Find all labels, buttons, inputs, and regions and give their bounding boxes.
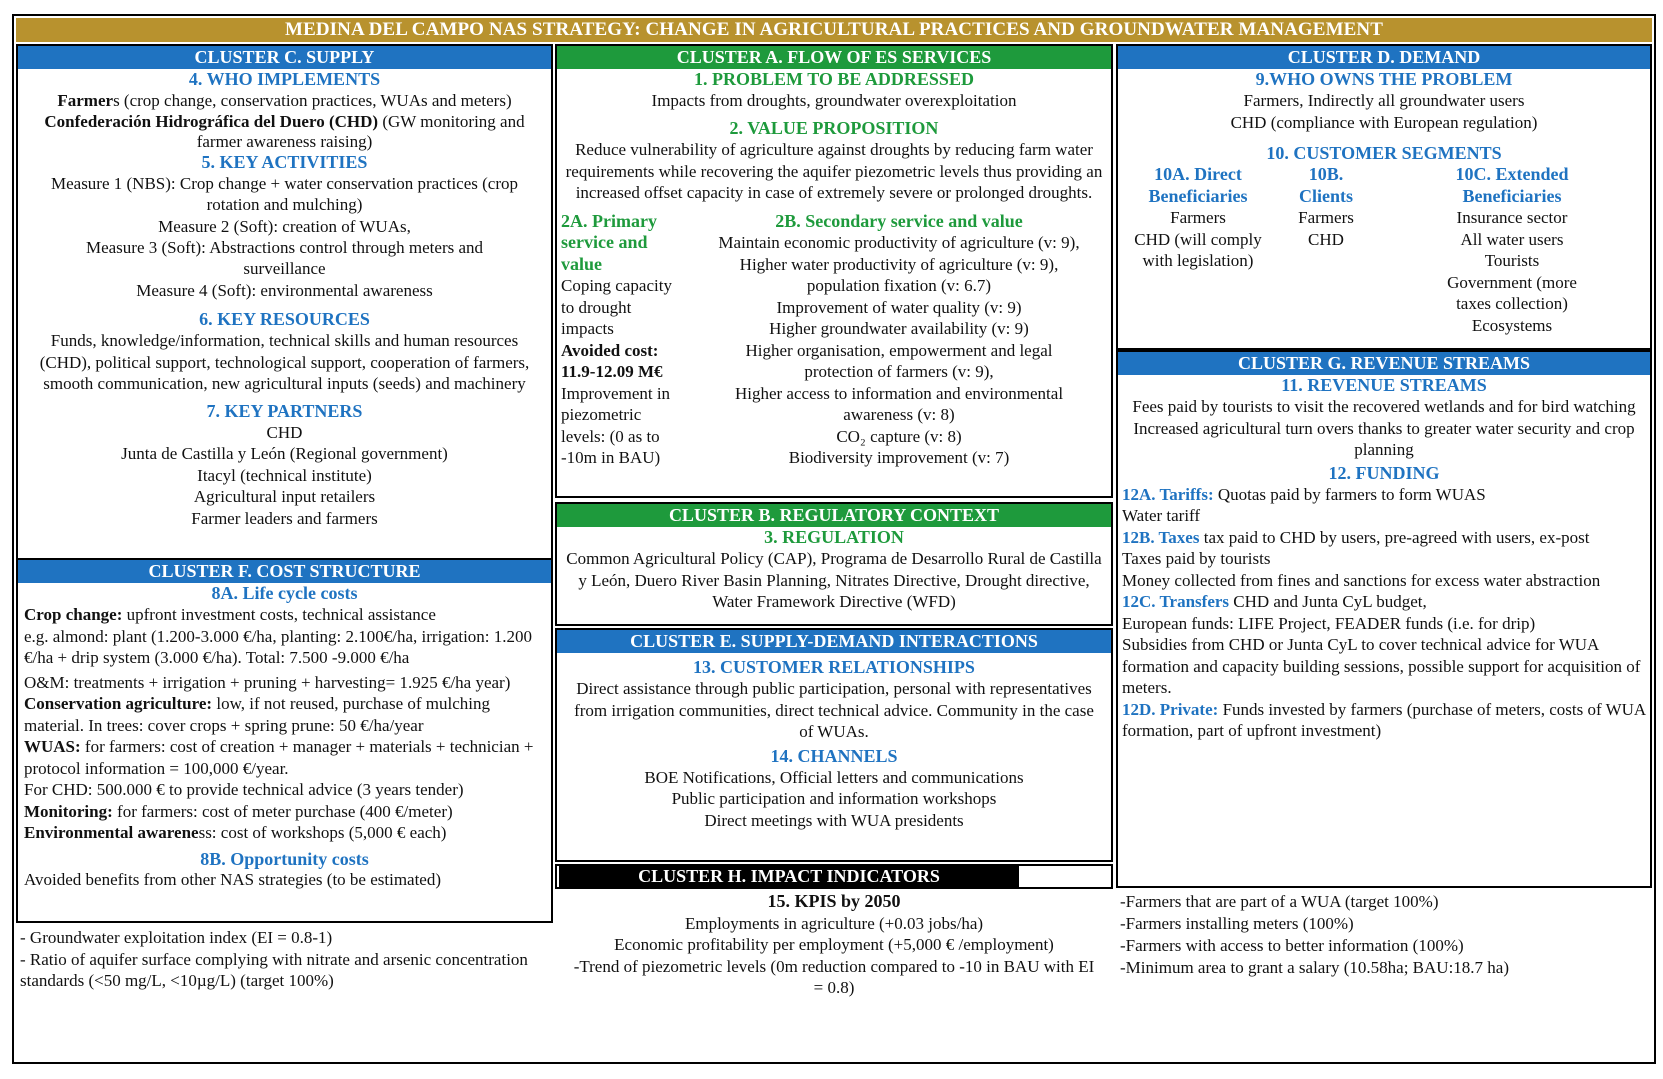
s1-title: 1. PROBLEM TO BE ADDRESSED (694, 69, 974, 89)
almond-line: e.g. almond: plant (1.200-3.000 €/ha, planting: 2.100€/ha, irrigation: 1.200 €/ha + drip system (3.000 €/ha). Total: 7.500 -9.000 €/ha (24, 626, 533, 667)
s12-body (1118, 484, 1650, 742)
cluster-a-header: CLUSTER A. FLOW OF ES SERVICES (557, 46, 1111, 69)
s10c-line: Government (more taxes collection) (1447, 272, 1577, 313)
s12a-line: 12A. Tariffs: Quotas paid by farmers to form WUAS (1122, 484, 1486, 504)
s15-line: Economic profitability per employment (+5,000 € /employment) (614, 935, 1054, 954)
cluster-e-header: CLUSTER E. SUPPLY-DEMAND INTERACTIONS (557, 630, 1111, 653)
s2a-title: 2A. Primary service and value (561, 210, 657, 274)
impact-left-line: - Groundwater exploitation index (EI = 0.8-1) (20, 928, 333, 947)
s10b-column (1278, 164, 1374, 336)
s13-text: Direct assistance through public participation, personal with representatives from irrigation communities, direct technical advice. Community in the case of WUAs. (574, 679, 1094, 741)
cluster-e-box (555, 628, 1113, 862)
avoided-value: 11.9-12.09 M€ (561, 362, 663, 381)
cluster-b-header: CLUSTER B. REGULATORY CONTEXT (557, 504, 1111, 527)
s10b-title: 10B. Clients (1299, 164, 1353, 206)
s11-list (1118, 396, 1650, 461)
cluster-a-box (555, 44, 1113, 498)
s10c-column (1374, 164, 1650, 336)
s10c-line: Insurance sector (1456, 208, 1568, 227)
om-line: O&M: treatments + irrigation + pruning + harvesting= 1.925 €/ha year) (24, 672, 511, 692)
s2b-line: Improvement of water quality (v: 9) (776, 297, 1022, 317)
wuas-line: WUAS: for farmers: cost of creation + manager + materials + technician + protocol information = 100,000 €/year. (24, 737, 534, 778)
s2b-line: Higher organisation, empowerment and legal protection of farmers (v: 9), (745, 340, 1053, 381)
s15-line: -Trend of piezometric levels (0m reduction compared to -10 in BAU with EI = 0.8) (573, 956, 1095, 997)
s7-line: CHD (266, 422, 303, 442)
cluster-d-header: CLUSTER D. DEMAND (1118, 46, 1650, 69)
s10c-line: Ecosystems (1471, 315, 1553, 335)
s10c-line: All water users (1460, 229, 1564, 249)
s14-line: Direct meetings with WUA presidents (704, 810, 964, 830)
s8b-text: Avoided benefits from other NAS strategies (to be estimated) (24, 869, 442, 889)
impact-right-line: -Farmers with access to better information (100%) (1120, 936, 1464, 955)
s12b-extra: Taxes paid by tourists (1122, 549, 1271, 568)
s7-line: Farmer leaders and farmers (191, 508, 378, 528)
s10a-line: CHD (will comply with legislation) (1134, 229, 1262, 270)
s12b-line: 12B. Taxes tax paid to CHD by users, pre-agreed with users, ex-post (1122, 527, 1590, 547)
s5-list (18, 173, 551, 301)
s10b-line: CHD (1308, 229, 1344, 249)
monitoring-line: Monitoring: for farmers: cost of meter purchase (400 €/meter) (24, 801, 453, 821)
s1-text: Impacts from droughts, groundwater overexploitation (651, 91, 1017, 110)
s10-columns (1118, 164, 1650, 336)
s10c-line: Tourists (1484, 251, 1540, 270)
cluster-d-box (1116, 44, 1652, 350)
impact-left (20, 927, 550, 992)
s14-line: Public participation and information workshops (671, 789, 997, 808)
s4-line2: Confederación Hidrográfica del Duero (CHD) (GW monitoring and farmer awareness raising) (44, 112, 525, 151)
s3-title: 3. REGULATION (764, 527, 904, 547)
chd-line: For CHD: 500.000 € to provide technical advice (3 years tender) (24, 780, 464, 799)
s2-text: Reduce vulnerability of agriculture against droughts by reducing farm water requirements while recovering the aquifer piezometric levels thus providing an increased offset capacity in case of extremely severe or prolonged droughts. (565, 140, 1103, 202)
s2b-line: Higher water productivity of agriculture (v: 9), (739, 254, 1059, 274)
s12c-extra: Subsidies from CHD or Junta CyL to cover technical advice for WUA formation and capacity building sessions, possible support for acquisition of meters. (1122, 635, 1641, 697)
s10c-title: 10C. Extended Beneficiaries (1455, 164, 1569, 206)
impact-right-line: -Farmers installing meters (100%) (1120, 914, 1354, 933)
s14-list (557, 767, 1111, 832)
s4-line1: Farmers (crop change, conservation practices, WUAs and meters) (57, 91, 512, 110)
s12-title: 12. FUNDING (1328, 462, 1440, 483)
s12c-extra: European funds: LIFE Project, FEADER funds (i.e. for drip) (1122, 613, 1536, 633)
impact-right-line: -Minimum area to grant a salary (10.58ha; BAU:18.7 ha) (1120, 958, 1510, 977)
s10a-column (1118, 164, 1278, 336)
s14-title: 14. CHANNELS (770, 745, 898, 766)
s13-title: 13. CUSTOMER RELATIONSHIPS (693, 657, 975, 677)
page-title: MEDINA DEL CAMPO NAS STRATEGY: CHANGE IN AGRICULTURAL PRACTICES AND GROUNDWATER MANAGEMENT (16, 18, 1652, 42)
s2a-text: Coping capacity to drought impacts (561, 276, 672, 338)
s2a-column (557, 211, 687, 469)
impact-right-line: -Farmers that are part of a WUA (target 100%) (1120, 892, 1439, 911)
s2-title: 2. VALUE PROPOSITION (729, 118, 939, 138)
impact-left-line: - Ratio of aquifer surface complying with nitrate and arsenic concentration standards (<50 mg/L, <10µg/L) (target 100%) (20, 949, 528, 990)
s2-columns (557, 211, 1111, 469)
s9-line: CHD (compliance with European regulation) (1230, 113, 1538, 132)
cluster-f-header: CLUSTER F. COST STRUCTURE (18, 560, 551, 583)
cluster-g-box (1116, 350, 1652, 888)
s11-line: Fees paid by tourists to visit the recovered wetlands and for bird watching (1132, 397, 1636, 416)
s10a-title: 10A. Direct Beneficiaries (1148, 164, 1248, 206)
s2b-line: Higher access to information and environmental awareness (v: 8) (734, 383, 1064, 424)
s3-text: Common Agricultural Policy (CAP), Programa de Desarrollo Rural de Castilla y León, Duero River Basin Planning, Nitrates Directive, Drought directive, Water Framework Directive (WFD) (566, 549, 1102, 611)
s12c-line: 12C. Transfers CHD and Junta CyL budget, (1122, 592, 1427, 611)
s12d-line: 12D. Private: Funds invested by farmers (purchase of meters, costs of WUA formation, part of upfront investment) (1122, 699, 1646, 740)
s2a-text2: Improvement in piezometric levels: (0 as to -10m in BAU) (561, 383, 671, 467)
s10b-line: Farmers (1298, 208, 1354, 227)
s2b-title: 2B. Secondary service and value (775, 210, 1023, 231)
s5-line: Measure 1 (NBS): Crop change + water conservation practices (crop rotation and mulching) (50, 174, 518, 214)
s2b-line: CO₂ capture (v: 8) (836, 426, 962, 446)
s2b-line: Higher groundwater availability (v: 9) (769, 319, 1029, 338)
s11-title: 11. REVENUE STREAMS (1281, 375, 1487, 395)
s9-title: 9.WHO OWNS THE PROBLEM (1255, 69, 1513, 89)
s12b-extra: Money collected from fines and sanctions for excess water abstraction (1122, 570, 1601, 590)
s2b-column (687, 211, 1111, 469)
s7-title: 7. KEY PARTNERS (206, 400, 363, 421)
s14-line: BOE Notifications, Official letters and communications (644, 767, 1024, 787)
cluster-c-header: CLUSTER C. SUPPLY (18, 46, 551, 69)
s8a-body (18, 604, 551, 844)
s4-title: 4. WHO IMPLEMENTS (188, 69, 381, 89)
cluster-h-header: CLUSTER H. IMPACT INDICATORS (559, 866, 1019, 887)
cluster-g-header: CLUSTER G. REVENUE STREAMS (1118, 352, 1650, 375)
s5-title: 5. KEY ACTIVITIES (201, 152, 368, 172)
s7-list (18, 422, 551, 530)
awareness-line: Environmental awareness: cost of workshops (5,000 € each) (24, 823, 447, 842)
s6-text: Funds, knowledge/information, technical skills and human resources (CHD), political support, technological support, cooperation of farmers, smooth communication, new agricultural inputs (seeds) and machinery (39, 331, 530, 393)
s10a-line: Farmers (1170, 208, 1226, 227)
s11-line: Increased agricultural turn overs thanks to greater water security and crop planning (1133, 418, 1635, 459)
s9-line: Farmers, Indirectly all groundwater users (1243, 91, 1525, 110)
impact-right (1120, 891, 1650, 979)
cluster-f-box (16, 558, 553, 923)
s8a-title: 8A. Life cycle costs (211, 583, 358, 603)
s8b-title: 8B. Opportunity costs (200, 848, 369, 869)
s7-line: Itacyl (technical institute) (197, 465, 372, 485)
s5-line: Measure 2 (Soft): creation of WUAs, (158, 217, 411, 236)
s7-line: Junta de Castilla y León (Regional government) (121, 444, 448, 463)
s2b-line: Maintain economic productivity of agriculture (v: 9), (718, 233, 1080, 252)
avoided-label: Avoided cost: (561, 340, 659, 360)
conservation-line: Conservation agriculture: low, if not reused, purchase of mulching material. In trees: cover crops + spring prune: 50 €/ha/year (24, 694, 491, 735)
crop-change-line: Crop change: upfront investment costs, technical assistance (24, 605, 436, 624)
s6-title: 6. KEY RESOURCES (199, 309, 370, 329)
s15-title: 15. KPIS by 2050 (767, 891, 901, 911)
cluster-b-box (555, 502, 1113, 626)
s5-line: Measure 4 (Soft): environmental awareness (136, 281, 433, 300)
s5-line: Measure 3 (Soft): Abstractions control through meters and surveillance (85, 238, 484, 278)
cluster-h-body (555, 891, 1113, 999)
s2b-line: Biodiversity improvement (v: 7) (788, 448, 1010, 467)
s10-title: 10. CUSTOMER SEGMENTS (1266, 143, 1502, 163)
cluster-h-header-bar (555, 864, 1113, 889)
s7-line: Agricultural input retailers (193, 487, 376, 506)
cluster-c-box (16, 44, 553, 558)
s12a-line2: Water tariff (1122, 506, 1201, 525)
s2b-line: population fixation (v: 6.7) (806, 276, 992, 295)
s15-line: Employments in agriculture (+0.03 jobs/ha) (684, 913, 984, 933)
